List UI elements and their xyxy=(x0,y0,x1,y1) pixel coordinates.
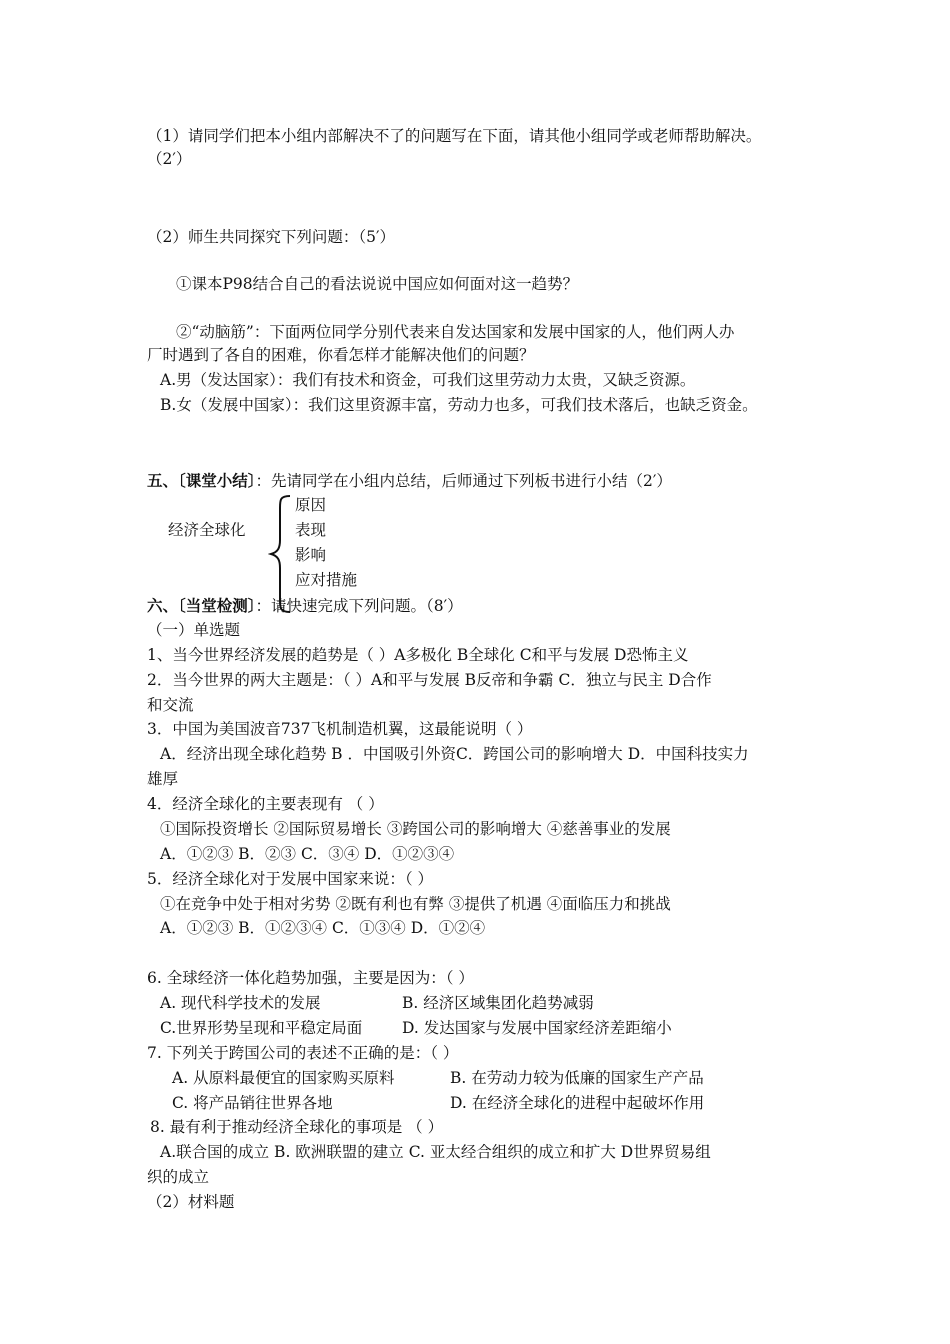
question-4-options: A．①②③ B．②③ C．③④ D．①②③④ xyxy=(160,845,455,863)
question-3: 3．中国为美国波音737飞机制造机翼，这最能说明（ ） xyxy=(147,720,533,738)
test-text: ：请快速完成下列问题。（8′） xyxy=(255,597,463,615)
question-6-option-c: C.世界形势呈现和平稳定局面 xyxy=(160,1019,363,1037)
question-6: 6. 全球经济一体化趋势加强，主要是因为：（ ） xyxy=(147,969,474,987)
question-3-options-line1: A．经济出现全球化趋势 B ．中国吸引外资C．跨国公司的影响增大 D．中国科技实力 xyxy=(160,745,749,763)
question-4-items: ①国际投资增长 ②国际贸易增长 ③跨国公司的影响增大 ④慈善事业的发展 xyxy=(160,820,671,838)
question-8-options-line1: A.联合国的成立 B. 欧洲联盟的建立 C. 亚太经合组织的成立和扩大 D世界贸易组 xyxy=(160,1143,711,1161)
test-section-single-choice: （一）单选题 xyxy=(147,621,241,639)
question-7-option-d: D. 在经济全球化的进程中起破坏作用 xyxy=(450,1094,705,1112)
question-6-option-a: A. 现代科学技术的发展 xyxy=(160,994,321,1012)
explore-item-2-line2: 厂时遇到了各自的困难，你看怎样才能解决他们的问题？ xyxy=(147,346,535,364)
test-section-material: （2）材料题 xyxy=(147,1193,235,1211)
summary-text: ：先请同学在小组内总结，后师通过下列板书进行小结（2′） xyxy=(255,472,672,490)
question-8-options-line2: 织的成立 xyxy=(147,1168,210,1186)
question-1: 1、当今世界经济发展的趋势是（ ）A多极化 B全球化 C和平与发展 D恐怖主义 xyxy=(147,646,689,664)
question-2-prompt: （2）师生共同探究下列问题：（5′） xyxy=(147,228,395,246)
test-line xyxy=(147,598,463,615)
summary-line xyxy=(147,473,672,490)
question-5: 5．经济全球化对于发展中国家来说：（ ） xyxy=(147,870,434,888)
test-heading: 六、〔当堂检测〕 xyxy=(147,596,256,615)
question-8: 8. 最有利于推动经济全球化的事项是 （ ） xyxy=(150,1118,444,1136)
question-5-options: A．①②③ B．①②③④ C．①③④ D．①②④ xyxy=(160,919,486,937)
summary-branch-impact: 影响 xyxy=(295,546,327,564)
question-7-option-a: A. 从原料最便宜的国家购买原料 xyxy=(172,1069,395,1087)
summary-branch-cause: 原因 xyxy=(295,496,327,514)
summary-heading: 五、〔课堂小结〕 xyxy=(147,471,256,490)
explore-item-2-option-a: A.男（发达国家）：我们有技术和资金，可我们这里劳动力太贵，又缺乏资源。 xyxy=(160,371,696,389)
question-1-score: （2′） xyxy=(147,150,192,168)
curly-brace-icon xyxy=(268,494,292,614)
question-7-option-b: B. 在劳动力较为低廉的国家生产产品 xyxy=(450,1069,704,1087)
question-6-option-b: B. 经济区域集团化趋势减弱 xyxy=(402,994,594,1012)
question-6-option-d: D. 发达国家与发展中国家经济差距缩小 xyxy=(402,1019,672,1037)
question-5-items: ①在竞争中处于相对劣势 ②既有利也有弊 ③提供了机遇 ④面临压力和挑战 xyxy=(160,895,671,913)
summary-branch-measures: 应对措施 xyxy=(295,571,358,589)
question-4: 4．经济全球化的主要表现有 （ ） xyxy=(147,795,384,813)
question-7: 7. 下列关于跨国公司的表述不正确的是：（ ） xyxy=(147,1044,459,1062)
question-7-option-c: C. 将产品销往世界各地 xyxy=(172,1094,333,1112)
explore-item-1: ①课本P98结合自己的看法说说中国应如何面对这一趋势？ xyxy=(176,275,579,293)
explore-item-2-option-b: B.女（发展中国家）：我们这里资源丰富，劳动力也多，可我们技术落后，也缺乏资金。 xyxy=(160,396,758,414)
question-2-line1: 2．当今世界的两大主题是：（ ）A和平与发展 B反帝和争霸 C．独立与民主 D合作 xyxy=(147,671,712,689)
question-1-prompt: （1）请同学们把本小组内部解决不了的问题写在下面，请其他小组同学或老师帮助解决。 xyxy=(147,127,762,145)
question-3-options-line2: 雄厚 xyxy=(147,770,179,788)
summary-root: 经济全球化 xyxy=(168,521,246,539)
question-2-line2: 和交流 xyxy=(147,696,194,714)
summary-branch-manifestation: 表现 xyxy=(295,521,327,539)
explore-item-2-line1: ②“动脑筋”：下面两位同学分别代表来自发达国家和发展中国家的人，他们两人办 xyxy=(176,323,735,341)
